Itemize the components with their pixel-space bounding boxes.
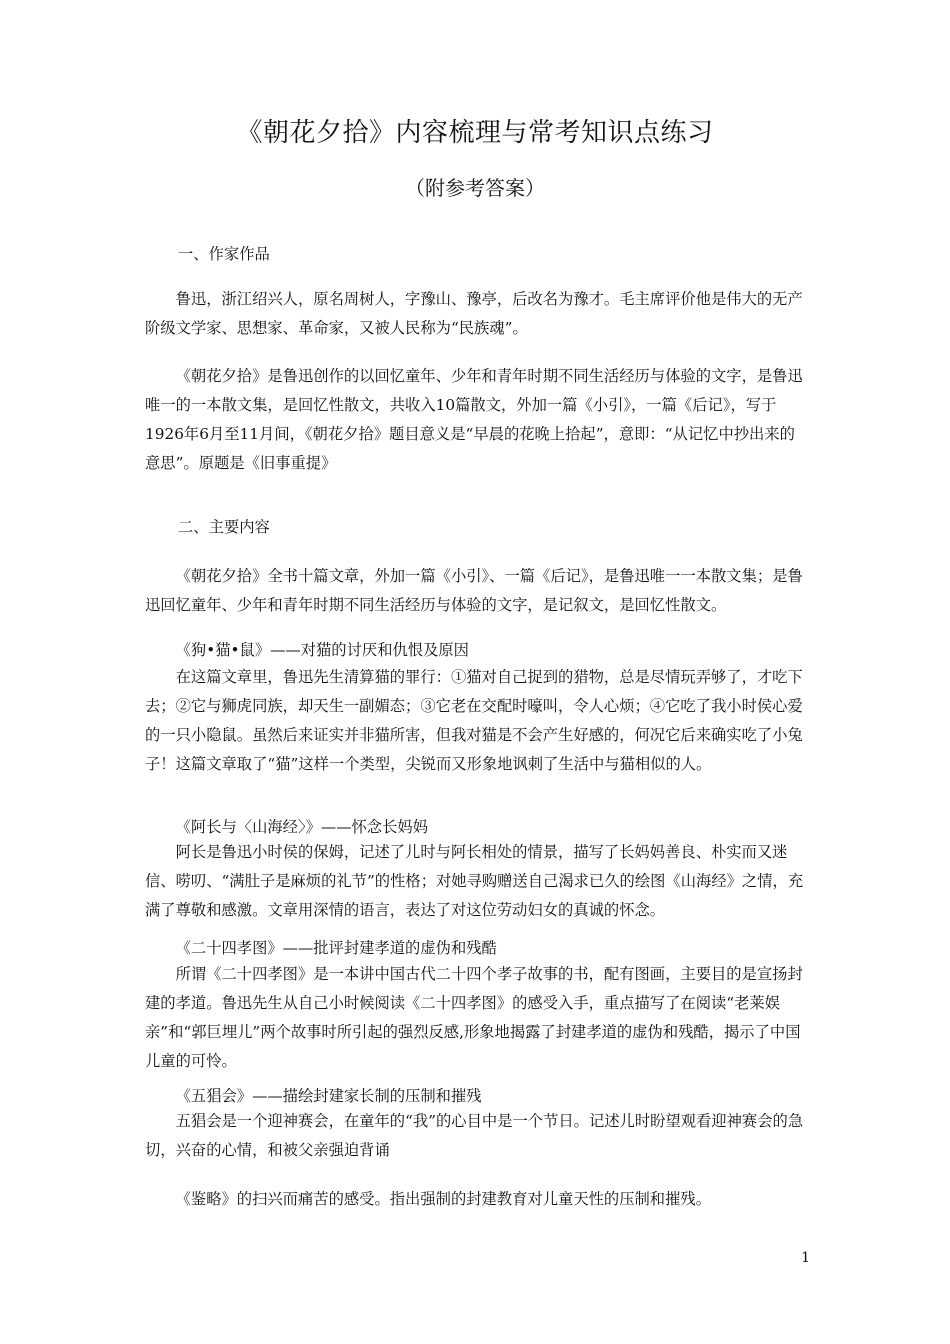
article-body-wuchang-continued: 《鉴略》的扫兴而痛苦的感受。指出强制的封建教育对儿童天性的压制和摧残。 (175, 1190, 711, 1208)
page-number: 1 (801, 1250, 810, 1266)
article-title-ah-chang: 《阿长与〈山海经〉》——怀念长妈妈 (175, 818, 428, 836)
section-heading-content: 二、主要内容 (178, 518, 270, 536)
article-title-24-filial: 《二十四孝图》——批评封建孝道的虚伪和残酷 (175, 939, 497, 957)
page-subtitle: （附参考答案） (405, 176, 545, 200)
article-body-dog-cat-mouse: 在这篇文章里，鲁迅先生清算猫的罪行：①猫对自己捉到的猎物，总是尽情玩弄够了，才吃下去；②它与狮虎同族，却天生一副媚态；③它老在交配时嚎叫，令人心烦；④它吃了我小时侯心爱的一只小隐鼠。虽然后来证实并非猫所害，但我对猫是不会产生好感的，何况它后来确实吃了小兔子！这篇文章取了“猫”这样一个类型，尖锐而又形象地讽刺了生活中与猫相似的人。 (145, 668, 803, 773)
article-title-wuchang: 《五猖会》——描绘封建家长制的压制和摧残 (175, 1087, 482, 1105)
article-body-24-filial: 所谓《二十四孝图》是一本讲中国古代二十四个孝子故事的书，配有图画，主要目的是宣扬封建的孝道。鲁迅先生从自己小时候阅读《二十四孝图》的感受入手，重点描写了在阅读“老莱娱亲”和“郭巨埋儿”两个故事时所引起的强烈反感,形象地揭露了封建孝道的虚伪和残酷，揭示了中国儿童的可怜。 (145, 965, 803, 1070)
book-intro-paragraph: 《朝花夕拾》是鲁迅创作的以回忆童年、少年和青年时期不同生活经历与体验的文字，是鲁迅唯一的一本散文集，是回忆性散文，共收入10篇散文，外加一篇《小引》，一篇《后记》，写于1926年6月至11月间，《朝花夕拾》题目意义是“早晨的花晚上拾起”，意即：“从记忆中抄出来的意思”。原题是《旧事重提》 (145, 367, 803, 472)
author-paragraph: 鲁迅，浙江绍兴人，原名周树人，字豫山、豫亭，后改名为豫才。毛主席评价他是伟大的无产阶级文学家、思想家、革命家，又被人民称为“民族魂”。 (145, 290, 803, 337)
section-heading-author: 一、作家作品 (178, 245, 270, 263)
page-title: 《朝花夕拾》内容梳理与常考知识点练习 (236, 118, 714, 148)
article-title-dog-cat-mouse: 《狗•猫•鼠》——对猫的讨厌和仇恨及原因 (175, 641, 469, 659)
article-body-ah-chang: 阿长是鲁迅小时侯的保姆，记述了儿时与阿长相处的情景，描写了长妈妈善良、朴实而又迷信、唠叨、“满肚子是麻烦的礼节”的性格；对她寻购赠送自己渴求已久的绘图《山海经》之情，充满了尊敬和感激。文章用深情的语言，表达了对这位劳动妇女的真诚的怀念。 (145, 843, 804, 919)
content-intro-paragraph: 《朝花夕拾》全书十篇文章，外加一篇《小引》、一篇《后记》，是鲁迅唯一一本散文集；是鲁迅回忆童年、少年和青年时期不同生活经历与体验的文字，是记叙文，是回忆性散文。 (145, 567, 803, 614)
article-body-wuchang: 五猖会是一个迎神赛会，在童年的“我”的心目中是一个节日。记述儿时盼望观看迎神赛会的急切，兴奋的心情，和被父亲强迫背诵 (145, 1112, 804, 1159)
